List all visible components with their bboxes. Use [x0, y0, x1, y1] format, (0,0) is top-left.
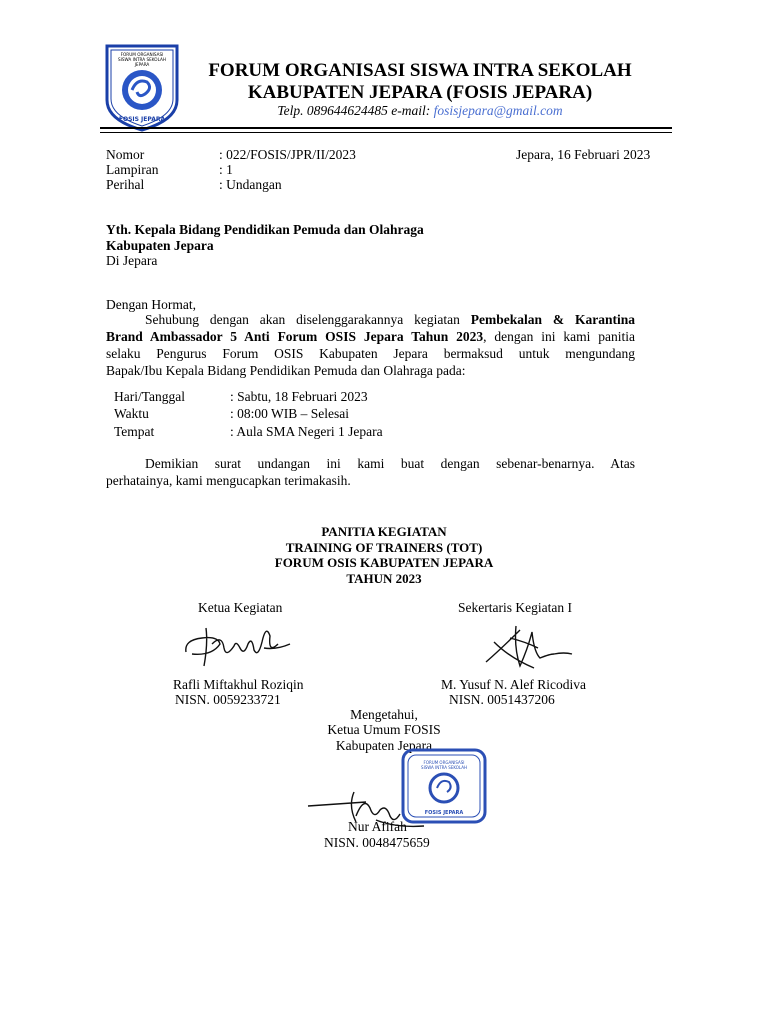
committee-line2: TRAINING OF TRAINERS (TOT) [285, 539, 483, 555]
nomor-value: : 022/FOSIS/JPR/II/2023 [219, 147, 356, 162]
committee-heading [234, 524, 534, 586]
recipient-line2: Kabupaten Jepara [106, 238, 214, 253]
committee-line3: FORUM OSIS KABUPATEN JEPARA [274, 555, 494, 570]
tempat-label: Tempat [114, 424, 155, 439]
svg-text:FORUM ORGANISASI: FORUM ORGANISASI [423, 760, 465, 765]
body-line1 [145, 311, 635, 328]
committee-line4: TAHUN 2023 [346, 570, 422, 586]
waktu-label: Waktu [114, 406, 149, 421]
approve-line3: Kabupaten Jepara [335, 738, 433, 753]
svg-text:SISWA INTRA SEKOLAH: SISWA INTRA SEKOLAH [421, 765, 467, 770]
left-nisn: NISN. 0059233721 [175, 692, 281, 707]
bottom-nisn: NISN. 0048475659 [324, 835, 430, 850]
recipient-line3: Di Jepara [106, 253, 158, 268]
body-line3: selaku Pengurus Forum OSIS Kabupaten Jepara bermaksud untuk mengundang [106, 346, 635, 361]
waktu-value: : 08:00 WIB – Selesai [230, 406, 349, 421]
svg-text:JEPARA: JEPARA [134, 62, 150, 67]
header-rule-thick [100, 127, 672, 129]
closing-line1: Demikian surat undangan ini kami buat dengan sebenar-benarnya. Atas [145, 456, 635, 471]
svg-text:SISWA INTRA SEKOLAH: SISWA INTRA SEKOLAH [117, 57, 167, 62]
perihal-value: : Undangan [219, 177, 282, 192]
lampiran-value: : 1 [219, 162, 233, 177]
event-name-part2: Brand Ambassador 5 Anti Forum OSIS Jepara Tahun 2023 [106, 329, 484, 344]
perihal-label: Perihal [106, 177, 145, 192]
letter-date: Jepara, 16 Februari 2023 [516, 147, 651, 162]
body-line1-a: Sehubung dengan akan diselenggarakannya kegiatan [145, 312, 471, 327]
lampiran-label: Lampiran [106, 162, 159, 177]
nomor-label: Nomor [106, 147, 145, 162]
bottom-name: Nur Afifah [348, 819, 407, 834]
event-name-part1: Pembekalan & Karantina [470, 312, 635, 327]
tempat-value: : Aula SMA Negeri 1 Jepara [230, 424, 383, 439]
closing-line2: perhatainya, kami mengucapkan terimakasih. [106, 473, 351, 488]
svg-text:FORUM ORGANISASI: FORUM ORGANISASI [120, 52, 164, 57]
recipient-line1: Yth. Kepala Bidang Pendidikan Pemuda dan Olahraga [106, 222, 424, 237]
body-line2-b: , dengan ini kami panitia [483, 329, 636, 344]
greeting: Dengan Hormat, [106, 297, 196, 312]
contact-line [170, 103, 670, 119]
left-role: Ketua Kegiatan [198, 600, 283, 615]
org-title [170, 60, 670, 104]
right-nisn: NISN. 0051437206 [449, 692, 555, 707]
org-title-line1: FORUM ORGANISASI SISWA INTRA SEKOLAH [208, 60, 632, 81]
right-signature [480, 618, 580, 674]
email-link[interactable]: fosisjepara@gmail.com [433, 103, 563, 118]
logo-label: FOSIS JEPARA [118, 116, 166, 123]
header-rule-thin [100, 132, 672, 133]
left-signature [178, 614, 298, 674]
approve-line1: Mengetahui, [350, 707, 418, 722]
body-line2 [106, 328, 635, 345]
hari-value: : Sabtu, 18 Februari 2023 [230, 389, 368, 404]
left-name: Rafli Miftakhul Roziqin [173, 677, 304, 692]
org-title-line2: KABUPATEN JEPARA (FOSIS JEPARA) [247, 82, 593, 103]
body-line4: Bapak/Ibu Kepala Bidang Pendidikan Pemuda dan Olahraga pada: [106, 363, 466, 378]
committee-line1: PANITIA KEGIATAN [321, 524, 447, 539]
stamp-label: FOSIS JEPARA [424, 810, 464, 816]
approve-line2: Ketua Umum FOSIS [327, 722, 441, 737]
right-name: M. Yusuf N. Alef Ricodiva [441, 677, 586, 692]
phone-text: Telp. 089644624485 e-mail: [277, 103, 434, 118]
hari-label: Hari/Tanggal [114, 389, 186, 404]
right-role: Sekertaris Kegiatan I [458, 600, 572, 615]
